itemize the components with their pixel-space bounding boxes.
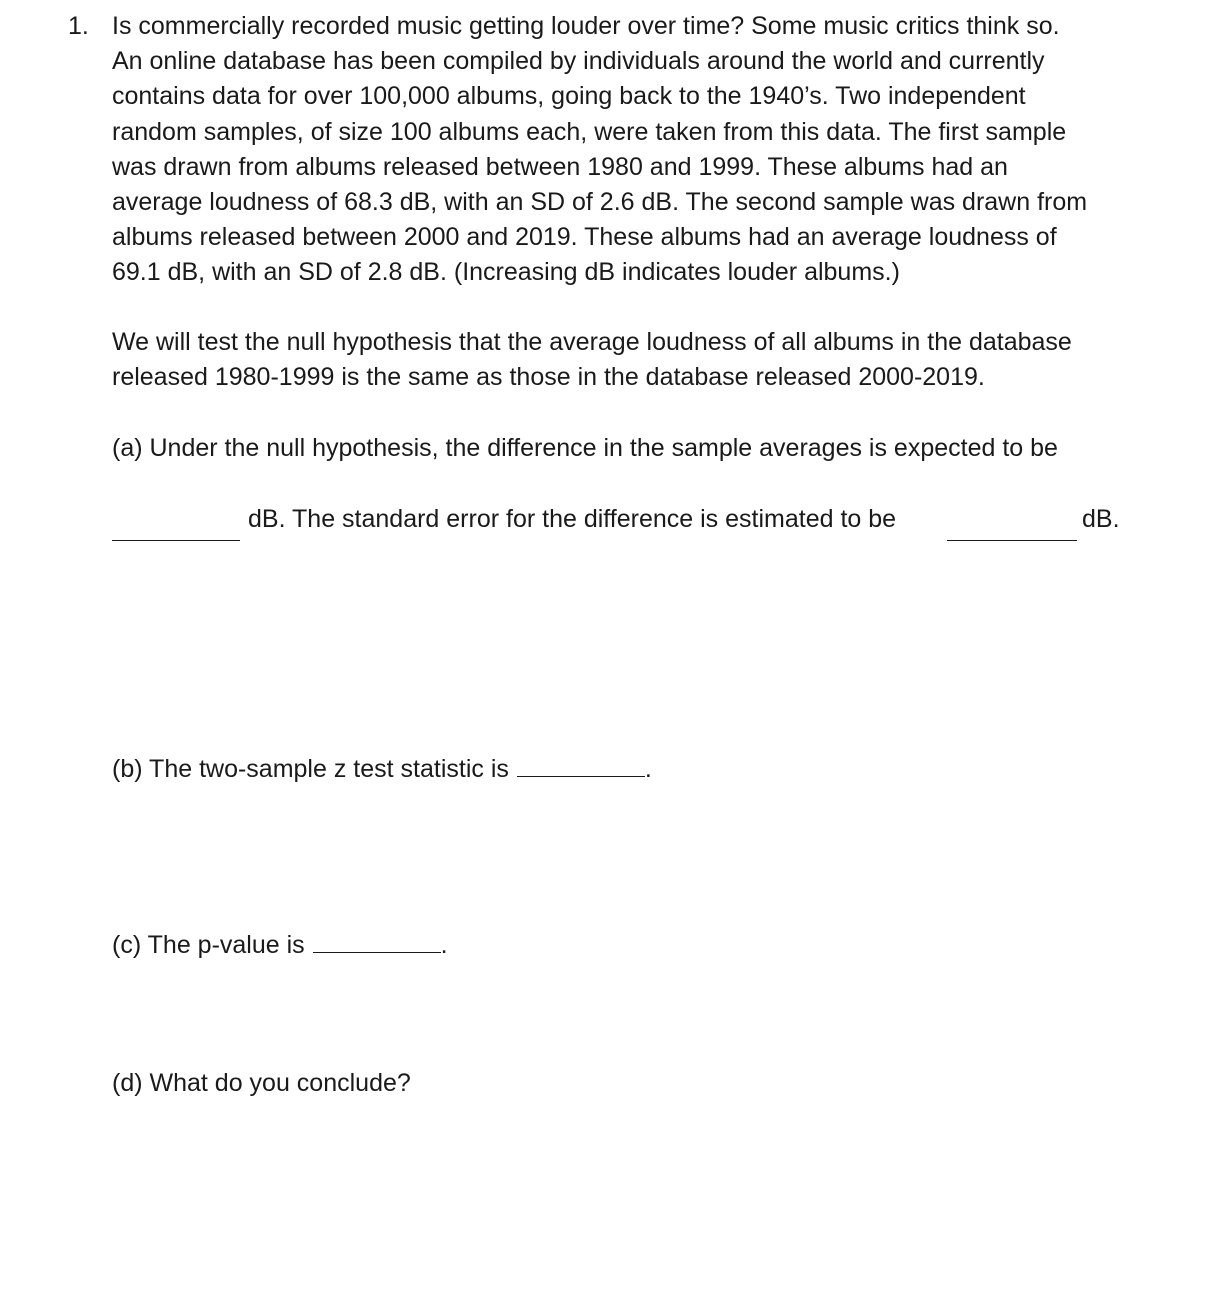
part-a-end-text: dB. [1082, 505, 1120, 533]
intro-line: random samples, of size 100 albums each, were taken from this data. The first sample [112, 117, 1067, 146]
p-value-blank[interactable] [313, 924, 441, 953]
null-hypothesis-paragraph [112, 325, 1172, 395]
part-c-prompt: (c) The p-value is [112, 931, 305, 959]
intro-line: albums released between 2000 and 2019. These albums had an average loudness of [112, 223, 1057, 252]
intro-line: An online database has been compiled by individuals around the world and currently [112, 47, 1045, 76]
null-hypothesis-line: released 1980-1999 is the same as those in the database released 2000-2019. [112, 363, 985, 392]
question-intro [112, 9, 1162, 291]
part-b-prompt: (b) The two-sample z test statistic is [112, 755, 509, 783]
part-a-prompt: (a) Under the null hypothesis, the difference in the sample averages is expected to be [112, 434, 1058, 462]
intro-line: average loudness of 68.3 dB, with an SD of 2.6 dB. The second sample was drawn from [112, 188, 1088, 217]
part-a-middle-text: dB. The standard error for the difference is estimated to be [248, 505, 897, 533]
intro-line: Is commercially recorded music getting louder over time? Some music critics think so. [112, 12, 1060, 40]
expected-difference-blank[interactable] [112, 510, 240, 541]
part-b-period: . [644, 755, 652, 783]
part-c [112, 924, 448, 963]
part-b [112, 748, 652, 787]
intro-line: 69.1 dB, with an SD of 2.8 dB. (Increasing dB indicates louder albums.) [112, 258, 900, 287]
null-hypothesis-line: We will test the null hypothesis that the average loudness of all albums in the database [112, 328, 1072, 356]
part-c-period: . [440, 931, 448, 959]
standard-error-blank[interactable] [947, 510, 1077, 541]
intro-line: contains data for over 100,000 albums, going back to the 1940’s. Two independent [112, 82, 1026, 111]
intro-line: was drawn from albums released between 1980 and 1999. These albums had an [112, 152, 1008, 181]
part-a-answer-row [112, 502, 1122, 542]
part-d-prompt: (d) What do you conclude? [112, 1069, 411, 1097]
question-number: 1. [68, 12, 89, 40]
z-statistic-blank[interactable] [517, 748, 645, 777]
